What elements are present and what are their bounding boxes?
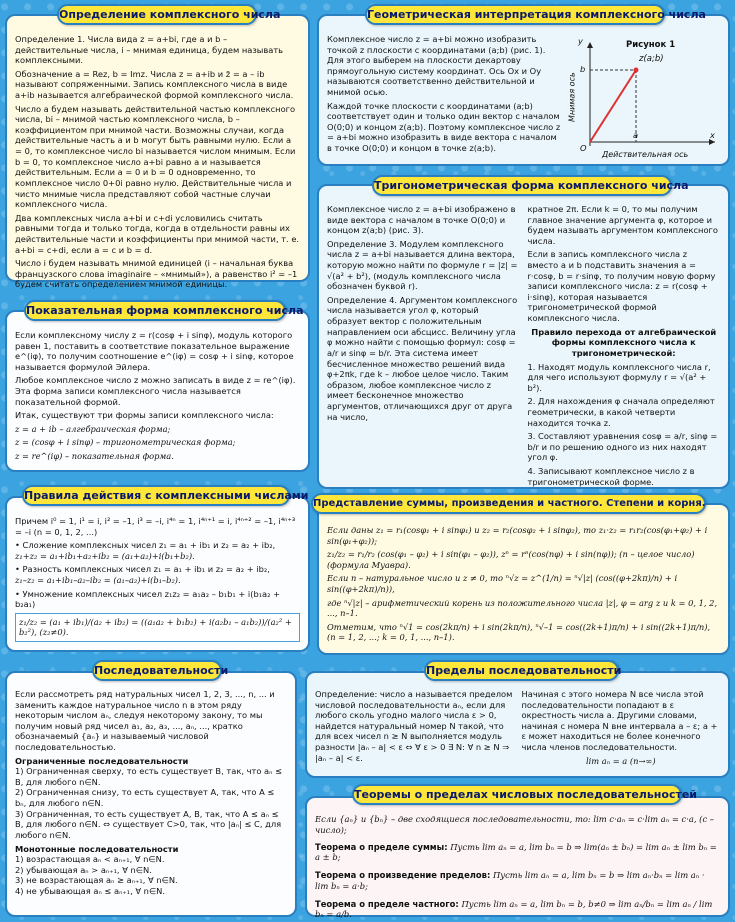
definition-p5: Число i будем называть мнимой единицей (i – начальная буква французского слова imaginaire – «мнимый»), а равенство i² = –1 будем считать определением мнимой единицы. bbox=[15, 258, 298, 290]
ops-mul: • Умножение комплексных чисел z₁z₂ = a₁a₂ – b₁b₁ + i(b₁a₂ + b₂a₁) bbox=[15, 588, 281, 610]
vector-oz bbox=[590, 70, 639, 142]
exp-p2: Любое комплексное число z можно записать в виде z = re^(iφ). Эта форма записи комплексного числа называется показательной формой. bbox=[15, 375, 296, 407]
trig-p5: Если в запись комплексного числа z вместо a и b подставить значения a = r·cosφ, b = r·sinφ, то получим новую форму записи комплексного числа: z = r(cosφ + i·sinφ), которая называется тригонометрической формой комплексного числа. bbox=[527, 249, 716, 324]
definition-p2: Обозначение a = Rez, b = Imz. Числа z = a+ib и z̄ = a – ib называют сопряженными. Запись комплексного числа в виде a+ib называется алгебраической формой комплексного числа. bbox=[15, 68, 294, 101]
b-label: b bbox=[580, 64, 586, 74]
y-label: y bbox=[578, 36, 583, 46]
point-z bbox=[634, 68, 639, 73]
lim-formula: lim aₙ = a (n→∞) bbox=[585, 755, 656, 766]
seq-monotone-3: 3) не возрастающая aₙ ≥ aₙ₊₁, ∀ n∈N. bbox=[15, 875, 178, 886]
seq-monotone-2: 2) убывающая aₙ > aₙ₊₁, ∀ n∈N. bbox=[15, 864, 152, 875]
ops-sub-2: z₁–z₂ = a₁+ib₁–a₂–ib₂ = (a₁–a₂)+i(b₁–b₂). bbox=[15, 575, 181, 586]
figure-1 bbox=[567, 34, 720, 162]
thm-prod-label: Теорема о произведение пределов: bbox=[315, 870, 491, 880]
definition-p1: Определение 1. Числа вида z = a+bi, где a и b – действительные числа, i – мнимая единица, будем называть комплексными. bbox=[15, 34, 284, 66]
trig-p2: Определение 3. Модулем комплексного числа z = a+bi называется длина вектора, которую можно найти по формуле r = |z| = √(a² + b²), (модуль комплексного числа обозначен буквой r). bbox=[327, 238, 518, 292]
exp-form-1: z = a + ib – алгебраическая форма; bbox=[15, 423, 171, 434]
trig-title: Тригонометрическая форма комплексного числа bbox=[372, 175, 672, 196]
exp-form-2: z = (cosφ + i sinφ) – тригонометрическая форма; bbox=[15, 437, 236, 448]
thm-sum bbox=[315, 842, 720, 864]
thm-title: Теоремы о пределах числовых последовательностей bbox=[352, 784, 682, 805]
seq-title: Последовательности bbox=[92, 660, 222, 681]
exp-p1: Если комплексному числу z = r(cosφ + i sinφ), модуль которого равен 1, поставить в соответствие показательное выражение e^(iφ), то получим соотношение e^(iφ) = cosφ + i sinφ, которое называется формулой Эйлера. bbox=[15, 330, 294, 372]
trig-panel bbox=[317, 184, 730, 489]
definition-panel bbox=[5, 14, 310, 290]
sumprod-line-4: где ⁿ√|z| – арифметический корень из положительного числа |z|, φ = arg z и k = 0, 1, 2, ..., n–1. bbox=[327, 597, 718, 619]
figure-title: Рисунок 1 bbox=[626, 40, 676, 50]
exp-title: Показательная форма комплексного числа bbox=[24, 300, 286, 321]
seq-monotone-4: 4) не убывающая aₙ ≤ aₙ₊₁, ∀ n∈N. bbox=[15, 885, 166, 896]
thm-quot-label: Теорема о пределе частного: bbox=[315, 898, 459, 909]
seq-bounded-title: Ограниченные последовательности bbox=[15, 755, 189, 766]
geometry-p2: Каждой точке плоскости с координатами (a;b) соответствует один и только один вектор с началом O(0;0) и концом z(a;b). Поэтому комплексное число z = a+bi можно изобразить в виде вектора с началом в точке O(0;0) и концом в точке z(a;b). bbox=[327, 100, 561, 154]
thm-sum-formula: Пусть lim aₙ = a, lim bₙ = b ⇒ lim(aₙ ± bₙ) = lim aₙ ± lim bₙ = a ± b; bbox=[315, 841, 717, 863]
trig-p1: Комплексное число z = a+bi изображено в виде вектора с началом в точке O(0;0) и концом z(a;b) (рис. 3). bbox=[327, 204, 516, 236]
seq-p1: Если рассмотреть ряд натуральных чисел 1, 2, 3, ..., n, ... и заменить каждое натуральное число n в этом ряду некоторым числом aₙ, следуя некоторому закону, то мы получим новый ряд чисел a₁, a₂, a₃, ..., aₙ, ..., кратко обозначаемый {aₙ} и называемый числовой последовательностью. bbox=[15, 689, 275, 753]
geometry-p1: Комплексное число z = a+bi можно изобразить точкой z плоскости с координатами (a;b) (рис. 1). Для этого выберем на плоскости декартову прямоугольную систему координат. Ось Ox и Oy называются соответственно действительной и мнимой осью. bbox=[327, 34, 546, 98]
seq-bounded-3: 3) Ограниченная, то есть существует A, B, так, что A ≤ aₙ ≤ B, для любого n∈N. ⇔ существует C>0, так, что |aₙ| ≤ C, для любого n∈N. bbox=[15, 808, 282, 840]
sumprod-line-1: Если даны z₁ = r₁(cosφ₁ + i sinφ₁) и z₂ = r₂(cosφ₂ + i sinφ₂), то z₁·z₂ = r₁r₂(cos(φ₁+φ₂) + i sin(φ₁+φ₂)); bbox=[327, 525, 708, 546]
ops-panel bbox=[5, 496, 310, 652]
o-label: O bbox=[580, 143, 587, 153]
lim-p2: Начиная с этого номера N все числа этой последовательности попадают в ε окрестность числа a. Другими словами, начиная с номера N вне интервала a – ε; a + ε может находиться не более конечного числа членов последовательности. bbox=[521, 689, 718, 753]
ops-powers: Причем i⁰ = 1, i¹ = i, i² = –1, i³ = –i, i⁴ⁿ = 1, i⁴ⁿ⁺¹ = i, i⁴ⁿ⁺² = –1, i⁴ⁿ⁺³ = –i (n = 0, 1, 2, ...) bbox=[15, 516, 296, 537]
thm-quot-formula: Пусть lim aₙ = a, lim bₙ = b, b≠0 ⇒ lim aₙ/bₙ = lim aₙ / lim bₙ = a/b. bbox=[315, 898, 713, 920]
seq-bounded-1: 1) Ограниченная сверху, то есть существует B, так, что aₙ ≤ B, для любого n∈N. bbox=[15, 766, 283, 787]
seq-bounded-2: 2) Ограниченная снизу, то есть существует A, так, что A ≤ bₙ, для любого n∈N. bbox=[15, 787, 275, 809]
trig-p3: Определение 4. Аргументом комплексного числа называется угол φ, который образует вектор с положительным направлением оси абсцисс. Величину угла φ можно найти с помощью формул: cosφ = a/r и sinφ = b/r. Эта система имеет бесчисленное множество решений вида φ+2πk, где k – любое целое число. Таким образом, любое комплексное число z имеет бесконечное множество аргументов, отличающихся друг от друга на число, bbox=[327, 294, 518, 422]
definition-title: Определение комплексного числа bbox=[57, 4, 257, 25]
thm-prod bbox=[315, 870, 720, 892]
geometry-title: Геометрическая интерпретация комплексного числа bbox=[365, 4, 665, 25]
y-axis-name: Мнимая ось bbox=[567, 72, 577, 122]
sumprod-title: Представление суммы, произведения и частного. Степени и корня. bbox=[311, 493, 706, 514]
definition-p4: Два комплексных числа a+bi и c+di условились считать равными тогда и только тогда, когда в отдельности равны их действительные части и коэффициенты при мнимой части, т. е. a+bi = c+di, если a = c и b = d. bbox=[15, 212, 300, 255]
trig-step-3: 3. Составляют уравнения cosφ = a/r, sinφ = b/r и по решению одного из них находят угол φ. bbox=[527, 431, 718, 463]
x-axis-name: Действительная ось bbox=[602, 150, 689, 159]
ops-sub-1: • Разность комплексных чисел z₁ = a₁ + ib₁ и z₂ = a₂ + ib₂, bbox=[15, 564, 270, 575]
trig-step-2: 2. Для нахождения φ сначала определяют геометрически, в какой четверти находится точка z. bbox=[527, 396, 715, 428]
sumprod-line-2: z₁/z₂ = r₁/r₂ (cos(φ₁ – φ₂) + i sin(φ₁ – φ₂)), zⁿ = rⁿ(cos(nφ) + i sin(nφ)); (n – целое число) (формула Муавра). bbox=[327, 549, 695, 570]
definition-p3: Число a будем называть действительной частью комплексного числа, bi – мнимой частью комплексного числа, b – коэффициентом при мнимой части. Возможны случаи, когда действительные часть a и b могут быть равными нулю. Если a = 0, то комплексное число bi называется числом мнимым. Если b = 0, то комплексное число a+bi равно a и называется действительным. Если a = 0 и b = 0 одновременно, то комплексное число 0+0i равно нулю. Действительные числа и чисто мнимые числа представляют собой частные случаи комплексного числа. bbox=[15, 103, 296, 210]
lim-title: Пределы последовательности bbox=[424, 660, 619, 681]
exp-p3: Итак, существуют три формы записи комплексного числа: bbox=[15, 410, 274, 421]
seq-monotone-title: Монотонные последовательности bbox=[15, 843, 179, 854]
thm-panel bbox=[305, 796, 730, 920]
thm-line-1: Если {aₙ} и {bₙ} – две сходящиеся последовательности, то: lim c·aₙ = c·lim aₙ = c·a, (c – число); bbox=[315, 814, 714, 835]
trig-rule-title: Правило перехода от алгебраической формы комплексного числа к тригонометрической: bbox=[531, 326, 717, 358]
y-axis-arrow bbox=[587, 42, 593, 48]
lim-panel bbox=[305, 671, 730, 778]
seq-panel bbox=[5, 671, 297, 917]
trig-step-1: 1. Находят модуль комплексного числа r, для чего используют формулу r = √(a² + b²). bbox=[527, 361, 711, 393]
sumprod-line-3: Если n – натуральное число и z ≠ 0, то ⁿ√z = z^(1/n) = ⁿ√|z| (cos((φ+2kπ)/n) + i sin((φ+2kπ)/n)), bbox=[327, 573, 678, 595]
geometry-panel bbox=[317, 14, 730, 166]
thm-quot bbox=[315, 899, 720, 921]
seq-monotone-1: 1) возрастающая aₙ < aₙ₊₁, ∀ n∈N. bbox=[15, 854, 165, 865]
sumprod-panel bbox=[317, 503, 730, 655]
sumprod-line-5: Отметим, что ⁿ√1 = cos(2kπ/n) + i sin(2kπ/n), ⁿ√–1 = cos((2k+1)π/n) + i sin((2k+1)π/n), (n = 1, 2, ...; k = 0, 1, ..., n–1). bbox=[327, 621, 711, 643]
ops-add-1: • Сложение комплексных чисел z₁ = a₁ + ib₁ и z₂ = a₂ + ib₂, bbox=[15, 540, 276, 551]
a-label: a bbox=[633, 130, 639, 140]
exp-form-3: z = re^(iφ) – показательная форма. bbox=[15, 451, 174, 462]
ops-title: Правила действия с комплексными числами bbox=[22, 485, 290, 506]
trig-step-4: 4. Записывают комплексное число z в тригонометрической форме. bbox=[527, 466, 695, 487]
point-label: z(a;b) bbox=[639, 54, 664, 64]
lim-p1: Определение: число a называется пределом числовой последовательности aₙ, если для любого сколь угодно малого числа ε > 0, найдется натуральный номер N такой, что для всех чисел n ≥ N выполняется модуль разности |aₙ – a| < ε ⇔ ∀ ε > 0 ∃ N: ∀ n ≥ N ⇒ |aₙ – a| < ε. bbox=[315, 689, 513, 763]
x-label: x bbox=[710, 130, 715, 140]
thm-prod-formula: Пусть lim aₙ = a, lim bₙ = b ⇒ lim aₙ·bₙ = lim aₙ · lim bₙ = a·b; bbox=[315, 870, 705, 891]
thm-sum-label: Теорема о пределе суммы: bbox=[315, 841, 448, 852]
ops-add-2: z₁+z₂ = a₁+ib₁+a₂+ib₂ = (a₁+a₂)+i(b₁+b₂). bbox=[15, 550, 195, 561]
trig-p4: кратное 2π. Если k = 0, то мы получим главное значение аргумента φ, которое и будем называть аргументом комплексного числа. bbox=[527, 204, 718, 246]
ops-div: z₁/z₂ = (a₁ + ib₁)/(a₂ + ib₂) = ((a₁a₂ + b₁b₂) + i(a₂b₁ – a₁b₂))/(a₂² + b₂²), (z₂≠0). bbox=[15, 613, 300, 642]
exp-panel bbox=[5, 310, 310, 472]
